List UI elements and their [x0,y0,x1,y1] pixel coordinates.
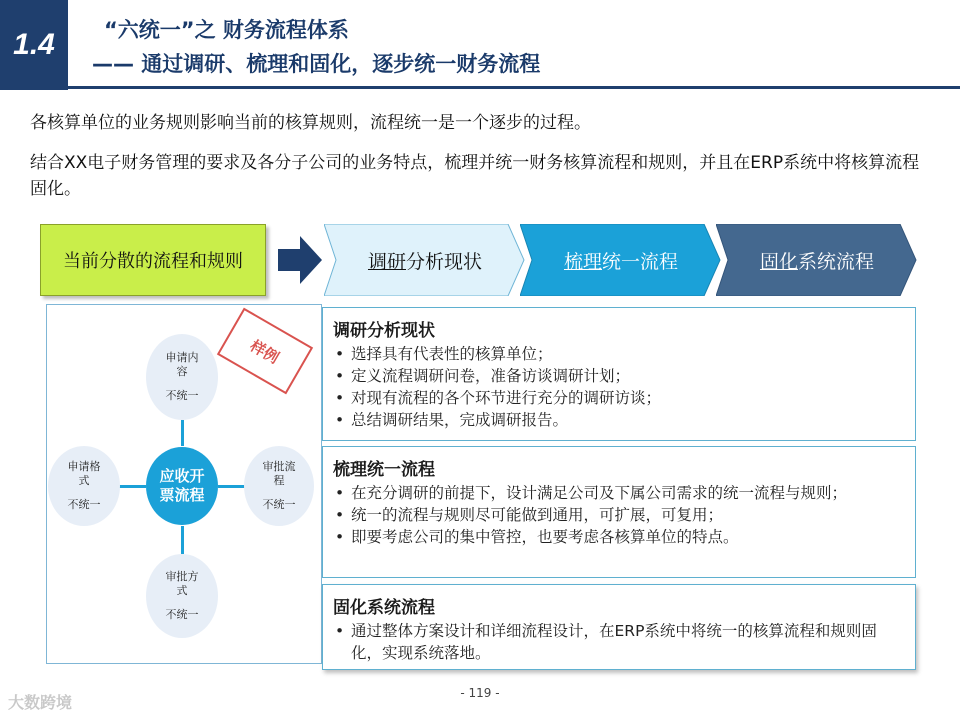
detail-box-solidify [322,584,916,670]
list-item: • 定义流程调研问卷，准备访谈调研计划； [335,365,915,387]
page-subtitle: —— 通过调研、梳理和固化，逐步统一财务流程 [92,52,541,76]
center-process-node [146,447,218,525]
node-apply-format-label: 申请格式 [67,460,101,487]
list-item: • 在充分调研的前提下，设计满足公司及下属公司需求的统一流程与规则； [335,482,895,504]
right-arrow-icon [278,236,322,284]
step-solidify-key: 固化 [759,250,798,273]
list-item: • 选择具有代表性的核算单位； [335,343,915,365]
node-apply-content-status: 不统一 [165,389,199,402]
intro-paragraph-2: 结合XX电子财务管理的要求及各分子公司的业务特点，梳理并统一财务核算流程和规则，并且在ERP系统中将核算流程固化。 [30,153,920,199]
detail-title-solidify: 固化系统流程 [333,598,435,618]
step-organize-key: 梳理 [563,250,602,273]
detail-title-organize: 梳理统一流程 [333,460,435,480]
node-apply-content-label: 申请内容 [165,351,199,378]
node-approval-method-status: 不统一 [165,608,199,621]
section-number: 1.4 [13,28,55,61]
node-approval-flow-status: 不统一 [262,498,296,511]
detail-list-research [335,343,915,431]
node-apply-format-status: 不统一 [67,498,101,511]
step-research [324,224,526,296]
step-research-key: 调研 [367,250,406,273]
watermark: 大数跨境 [8,693,73,712]
detail-box-organize [322,446,916,578]
page-title: “六统一”之 财务流程体系 [104,18,349,42]
sample-stamp: 样例 [217,308,313,395]
list-item: • 总结调研结果，完成调研报告。 [335,409,915,431]
detail-list-solidify [335,620,895,664]
step-solidify-rest: 系统流程 [798,250,875,273]
header-divider [68,86,960,89]
list-item: • 统一的流程与规则尽可能做到通用，可扩展，可复用； [335,504,895,526]
connector-bottom [181,526,184,554]
step-research-rest: 分析现状 [406,250,483,273]
step-solidify [716,224,918,296]
current-state-box: 当前分散的流程和规则 [40,224,266,296]
step-organize-rest: 统一流程 [602,250,679,273]
node-apply-content [146,334,218,420]
section-badge [0,0,68,90]
page-number: - 119 - [460,686,500,700]
node-apply-format [48,446,120,526]
list-item: • 对现有流程的各个环节进行充分的调研访谈； [335,387,915,409]
step-organize [520,224,722,296]
intro-paragraph-1: 各核算单位的业务规则影响当前的核算规则，流程统一是一个逐步的过程。 [30,113,591,133]
node-approval-flow [244,446,314,526]
detail-list-organize [335,482,895,548]
connector-right [218,485,246,488]
connector-left [118,485,146,488]
node-approval-method [146,554,218,638]
list-item: • 通过整体方案设计和详细流程设计，在ERP系统中将统一的核算流程和规则固化，实现系统落地。 [335,620,895,664]
connector-top [181,420,184,446]
detail-title-research: 调研分析现状 [333,321,435,341]
detail-box-research [322,307,916,441]
center-process-label: 应收开票流程 [159,467,205,504]
node-approval-flow-label: 审批流程 [262,460,296,487]
list-item: • 即要考虑公司的集中管控，也要考虑各核算单位的特点。 [335,526,895,548]
node-approval-method-label: 审批方式 [165,570,199,597]
